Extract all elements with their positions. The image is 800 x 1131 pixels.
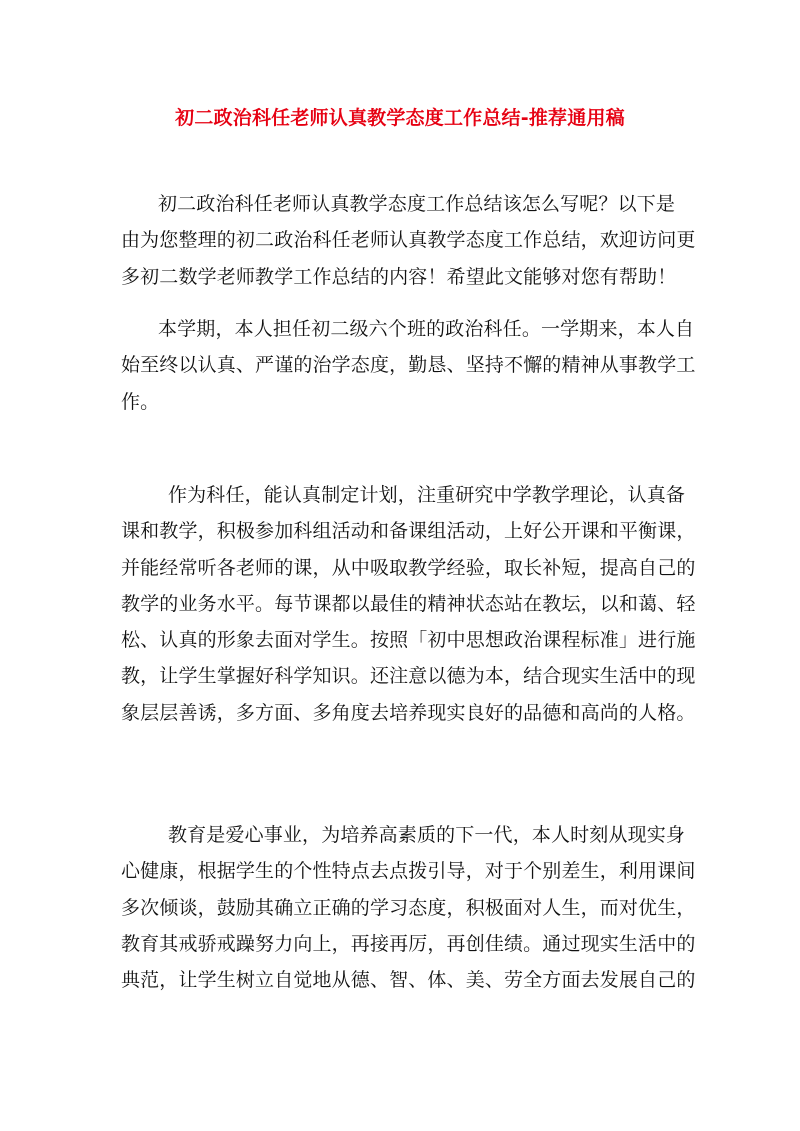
- paragraph-line: 由为您整理的初二政治科任老师认真教学态度工作总结，欢迎访问更: [121, 229, 696, 252]
- paragraph-line: 多次倾谈，鼓励其确立正确的学习态度，积极面对人生，而对优生，: [121, 896, 696, 919]
- paragraph-line: 并能经常听各老师的课，从中吸取教学经验，取长补短，提高自己的: [121, 556, 696, 579]
- paragraph-1: [121, 311, 696, 420]
- paragraph-line: 初二政治科任老师认真教学态度工作总结该怎么写呢？以下是: [158, 193, 676, 215]
- paragraph-line: 教育其戒骄戒躁努力向上，再接再厉，再创佳绩。通过现实生活中的: [121, 932, 696, 955]
- paragraph-line: 象层层善诱，多方面、多角度去培养现实良好的品德和高尚的人格。: [121, 701, 696, 724]
- paragraph-line: 教学的业务水平。每节课都以最佳的精神状态站在教坛，以和蔼、轻: [121, 592, 696, 615]
- paragraph-3: [121, 817, 696, 998]
- intro-paragraph: [121, 186, 696, 295]
- paragraph-2: [121, 477, 696, 731]
- paragraph-line: 松、认真的形象去面对学生。按照「初中思想政治课程标准」进行施: [121, 629, 696, 652]
- paragraph-line: 作。: [121, 390, 160, 413]
- paragraph-line: 课和教学，积极参加科组活动和备课组活动，上好公开课和平衡课，: [121, 520, 696, 543]
- paragraph-line: 典范，让学生树立自觉地从德、智、体、美、劳全方面去发展自己的: [121, 969, 696, 992]
- paragraph-line: 心健康，根据学生的个性特点去点拨引导，对于个别差生，利用课间: [121, 860, 696, 883]
- document-title: 初二政治科任老师认真教学态度工作总结-推荐通用稿: [175, 107, 625, 129]
- paragraph-line: 教育是爱心事业，为培养高素质的下一代，本人时刻从现实身: [168, 824, 686, 846]
- paragraph-line: 教，让学生掌握好科学知识。还注意以德为本，结合现实生活中的现: [121, 665, 696, 688]
- paragraph-line: 本学期，本人担任初二级六个班的政治科任。一学期来，本人自: [158, 318, 695, 340]
- paragraph-line: 作为科任，能认真制定计划，注重研究中学教学理论，认真备: [168, 484, 686, 506]
- paragraph-line: 多初二数学老师教学工作总结的内容！希望此文能够对您有帮助！: [121, 265, 677, 288]
- paragraph-line: 始至终以认真、严谨的治学态度，勤恳、坚持不懈的精神从事教学工: [121, 354, 696, 377]
